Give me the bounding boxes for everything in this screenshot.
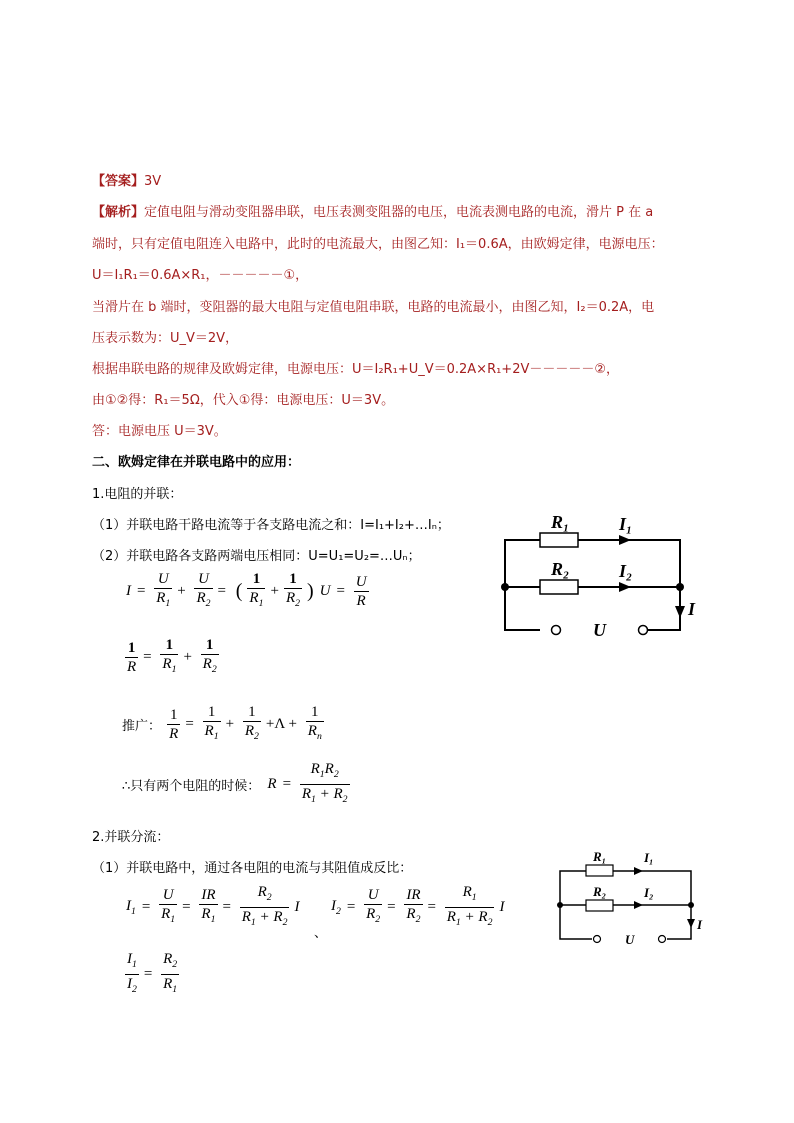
formula-current-ratio: $\frac{I_1}{I_2}$ = $\frac{R_2}{R_1}$ (123, 950, 181, 999)
item-2: （2）并联电路各支路两端电压相同：U=U₁=U₂=…Uₙ； (92, 549, 421, 564)
arrow-i (675, 606, 685, 618)
resistor-r1-small (586, 865, 613, 876)
analysis-line-3: U＝I₁R₁＝0.6A×R₁，－－－－－①， (92, 268, 309, 283)
terminal-right-small (659, 936, 666, 943)
item-1: （1）并联电路干路电流等于各支路电流之和：I=I₁+I₂+…Iₙ； (92, 518, 450, 533)
analysis-line-7: 由①②得：R₁＝5Ω，代入①得：电源电压：U＝3V。 (92, 393, 395, 408)
label-u: U (593, 620, 606, 640)
arrow-i1 (619, 535, 631, 545)
formula-separator: 、 (314, 926, 328, 941)
formula-branch-current-1: $I_1$ = $\frac{U}{R_1}$ = $\frac{IR}{R_1}$ = $\frac{R_2}{R_1 + R_2}$ I (123, 883, 302, 932)
subsection-1-title: 1.电阻的并联： (92, 487, 183, 502)
formula-total-current: I = $\frac{U}{R_1}$ + $\frac{U}{R_2}$ = ( $\frac{1}{R_1}$ + $\frac{1}{R_2}$ ) U = $\frac{U}{R}$ (123, 570, 371, 613)
analysis-line-8: 答：电源电压 U＝3V。 (92, 424, 227, 439)
label-r1: R₁ (551, 512, 570, 532)
label-r1-small: R₁ (593, 849, 607, 864)
label-i-small: I (697, 917, 703, 932)
label-u-small: U (625, 932, 635, 947)
label-i: I (688, 599, 696, 619)
answer-label: 【答案】 (92, 174, 145, 189)
label-i2: I₂ (619, 561, 633, 581)
section-heading: 二、欧姆定律在并联电路中的应用： (92, 455, 301, 470)
analysis-line-1 (92, 201, 653, 220)
junction-left-small (557, 902, 563, 908)
formula-branch-current-2: $I_2$ = $\frac{U}{R_2}$ = $\frac{IR}{R_2}$ = $\frac{R_1}{R_1 + R_2}$ I (328, 883, 507, 932)
answer-value: 3V (144, 174, 162, 189)
analysis-label: 【解析】 (92, 205, 145, 220)
terminal-right (639, 626, 648, 635)
answer-line (92, 170, 161, 189)
label-i2-small: I₂ (644, 885, 654, 900)
terminal-left (552, 626, 561, 635)
parallel-circuit-diagram-2 (550, 845, 715, 950)
analysis-line-5: 压表示数为：U_V＝2V， (92, 331, 239, 346)
analysis-line-4: 当滑片在 b 端时，变阻器的最大电阻与定值电阻串联，电路的电流最小，由图乙知，I₂＝0.2A，电 (92, 300, 655, 315)
junction-right-small (688, 902, 694, 908)
formula-generalization: 推广： $\frac{1}{R}$ = $\frac{1}{R_1}$ + $\frac{1}{R_2}$ +Λ + $\frac{1}{R_n}$ (122, 703, 326, 746)
arrow-i2 (619, 582, 631, 592)
terminal-left-small (594, 936, 601, 943)
label-r2-small: R₂ (593, 884, 607, 899)
junction-left (501, 583, 509, 591)
generalize-label: 推广： (122, 718, 162, 734)
arrow-i2-small (634, 901, 643, 909)
arrow-i1-small (634, 867, 643, 875)
formula-two-resistors: ∴只有两个电阻的时候： R = $\frac{R_1R_2}{R_1 + R_2}$ (122, 760, 352, 809)
analysis-text: 定值电阻与滑动变阻器串联，电压表测变阻器的电压，电流表测电路的电流，滑片 P 在 a (144, 205, 654, 220)
therefore-label: ∴只有两个电阻的时候： (122, 778, 261, 794)
junction-right (676, 583, 684, 591)
formula-reciprocal-resistance: $\frac{1}{R}$ = $\frac{1}{R_1}$ + $\frac{1}{R_2}$ (123, 636, 221, 679)
resistor-r2 (540, 580, 578, 594)
resistor-r1 (540, 533, 578, 547)
label-i1: I₁ (619, 514, 633, 534)
subsection-2-title: 2.并联分流： (92, 830, 170, 845)
label-i1-small: I₁ (644, 850, 654, 865)
resistor-r2-small (586, 900, 613, 911)
label-r2: R₂ (551, 559, 570, 579)
analysis-line-2: 端时，只有定值电阻连入电路中，此时的电流最大，由图乙知：I₁＝0.6A，由欧姆定律，电源电压： (92, 237, 664, 252)
analysis-line-6: 根据串联电路的规律及欧姆定律，电源电压：U＝I₂R₁+U_V＝0.2A×R₁+2V－－－－－②， (92, 362, 620, 377)
parallel-circuit-diagram-1 (495, 510, 710, 640)
arrow-i-small (687, 919, 695, 928)
item-3: （1）并联电路中，通过各电阻的电流与其阻值成反比： (92, 861, 413, 876)
